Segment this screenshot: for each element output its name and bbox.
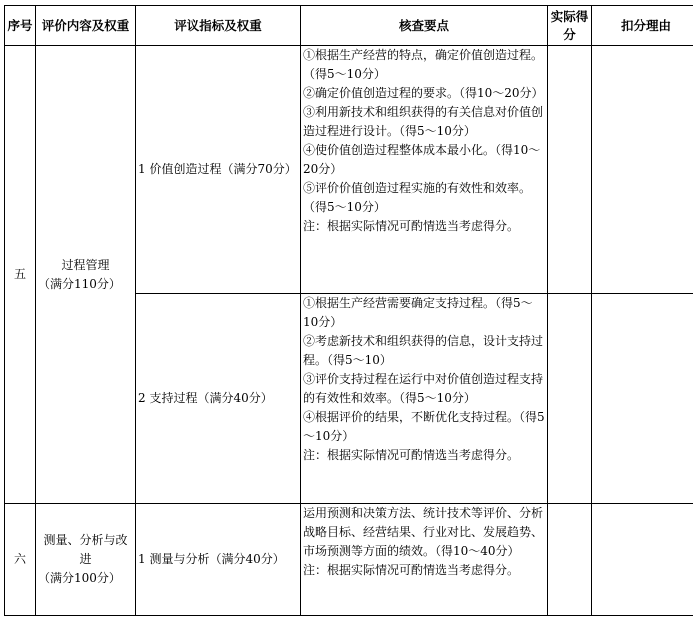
point-note: 注：根据实际情况可酌情选当考虑得分。 [303, 219, 520, 233]
reason-cell[interactable] [592, 504, 693, 616]
row-indicator [136, 504, 301, 616]
evaluation-table [4, 5, 693, 616]
item-weight: （满分110分） [38, 276, 121, 291]
point-line: 运用预测和决策方法、统计技术等评价、分析战略目标、经营结果、行业对比、发展趋势、市场预测等方面的绩效。（得10～40分） [303, 506, 544, 558]
indicator-text: 1 测量与分析（满分40分） [138, 552, 285, 566]
row-points [301, 294, 548, 504]
point-line: ②确定价值创造过程的要求。（得10～20分） [303, 86, 544, 100]
table-row [5, 504, 693, 616]
table-row [5, 46, 693, 294]
reason-cell[interactable] [592, 294, 693, 504]
item-weight: （满分100分） [38, 571, 121, 585]
point-line: ③评价支持过程在运行中对价值创造过程支持的有效性和效率。（得5～10分） [303, 372, 544, 405]
point-line: ③利用新技术和组织获得的有关信息对价值创造过程进行设计。（得5～10分） [303, 105, 544, 138]
row-indicator [136, 46, 301, 294]
header-reason: 扣分理由 [592, 6, 693, 46]
score-cell[interactable] [548, 46, 592, 294]
row-points [301, 504, 548, 616]
point-line: ⑤评价价值创造过程实施的有效性和效率。（得5～10分） [303, 181, 532, 214]
score-cell[interactable] [548, 504, 592, 616]
point-line: ④根据评价的结果，不断优化支持过程。（得5～10分） [303, 410, 545, 443]
point-line: ④使价值创造过程整体成本最小化。（得10～20分） [303, 143, 541, 176]
row-points [301, 46, 548, 294]
score-cell[interactable] [548, 294, 592, 504]
header-indicator: 评议指标及权重 [136, 6, 301, 46]
row-item [36, 46, 136, 504]
header-no: 序号 [5, 6, 36, 46]
item-name: 过程管理 [61, 257, 110, 272]
point-note: 注：根据实际情况可酌情选当考虑得分。 [303, 448, 520, 462]
point-line: ①根据生产经营的特点，确定价值创造过程。（得5～10分） [303, 48, 544, 81]
row-no: 六 [5, 504, 36, 616]
header-points: 核查要点 [301, 6, 548, 46]
row-indicator [136, 294, 301, 504]
indicator-text: 2 支持过程（满分40分） [138, 391, 273, 405]
point-line: ①根据生产经营需要确定支持过程。（得5～10分） [303, 296, 533, 329]
point-note: 注：根据实际情况可酌情选当考虑得分。 [303, 563, 520, 577]
header-score: 实际得分 [548, 6, 592, 46]
row-no: 五 [5, 46, 36, 504]
item-name: 测量、分析与改进 [43, 533, 128, 566]
indicator-text: 1 价值创造过程（满分70分） [138, 162, 297, 176]
header-item: 评价内容及权重 [36, 6, 136, 46]
reason-cell[interactable] [592, 46, 693, 294]
header-row [5, 6, 693, 46]
point-line: ②考虑新技术和组织获得的信息，设计支持过程。（得5～10） [303, 334, 544, 367]
row-item [36, 504, 136, 616]
